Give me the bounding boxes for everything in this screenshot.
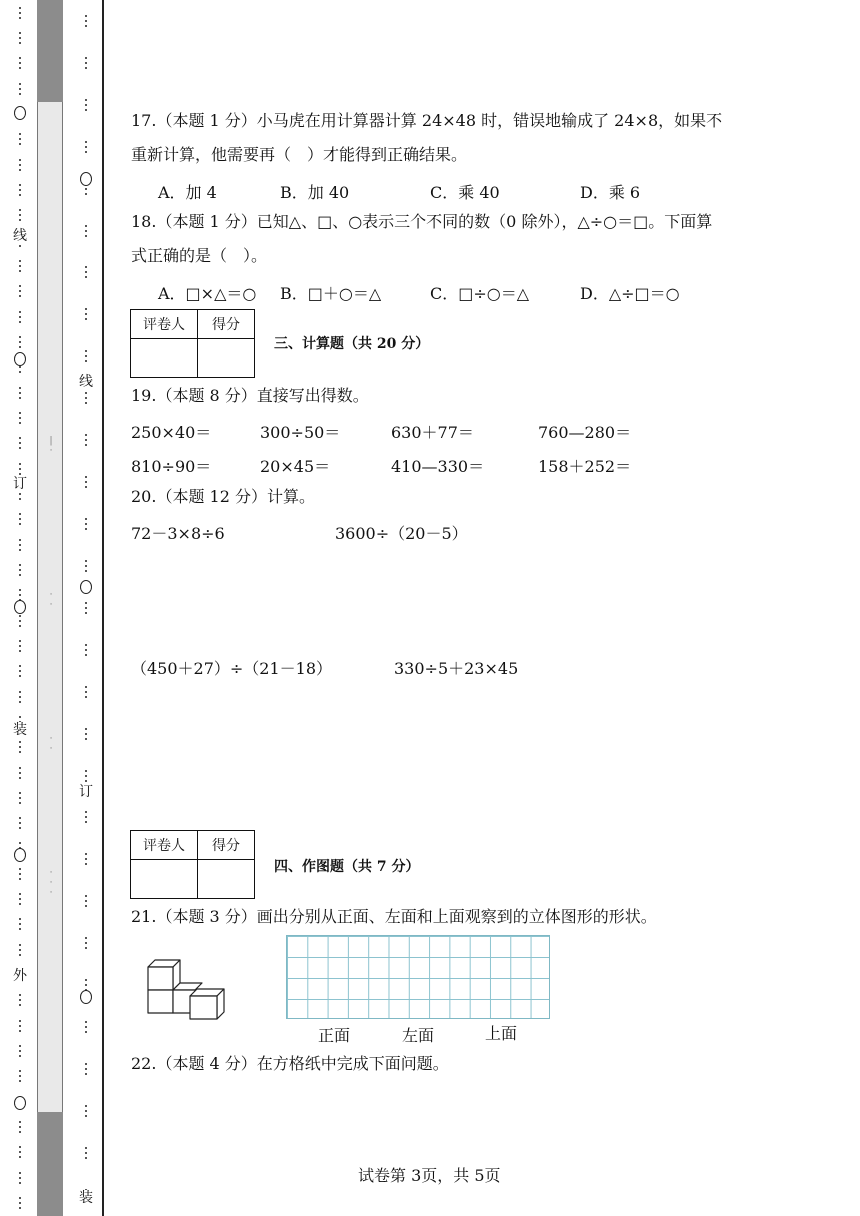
dot-group bbox=[19, 665, 21, 677]
dot-group bbox=[85, 728, 87, 740]
dot-group bbox=[19, 159, 21, 171]
q20-expr: （450＋27）÷（21－18） bbox=[131, 659, 333, 678]
q18-option-d: D．△÷□＝○ bbox=[580, 284, 680, 303]
dot-group bbox=[19, 83, 21, 95]
dot-group bbox=[19, 944, 21, 956]
outer-label-xian: 线 bbox=[10, 228, 30, 244]
dot-group bbox=[19, 412, 21, 424]
outer-label-ding: 订 bbox=[10, 476, 30, 492]
dot-group bbox=[85, 602, 87, 614]
outer-hole-circle bbox=[14, 106, 26, 120]
q18-line1: 18.（本题 1 分）已知△、□、○表示三个不同的数（0 除外），△÷○＝□。下面算 bbox=[131, 212, 713, 231]
dot-group bbox=[19, 209, 21, 221]
dot-group bbox=[19, 57, 21, 69]
dot-group bbox=[85, 141, 87, 153]
grid-label-left: 左面 bbox=[402, 1026, 435, 1045]
q20-expr: 330÷5＋23×45 bbox=[394, 659, 519, 678]
score-table-section3 bbox=[130, 309, 255, 378]
q18-option-c: C．□÷○＝△ bbox=[430, 284, 530, 303]
q19-item: 20×45＝ bbox=[260, 457, 331, 476]
dot-group bbox=[19, 1070, 21, 1082]
dot-group bbox=[19, 463, 21, 475]
q19-stem: 19.（本题 8 分）直接写出得数。 bbox=[131, 386, 369, 405]
grader-cell[interactable] bbox=[131, 339, 198, 378]
q17-option-d: D．乘 6 bbox=[580, 183, 641, 202]
q18-option-b: B．□＋○＝△ bbox=[280, 284, 382, 303]
grid-label-top: 上面 bbox=[485, 1024, 518, 1043]
q19-item: 810÷90＝ bbox=[131, 457, 212, 476]
cube-solid-figure bbox=[140, 956, 236, 1020]
q18-line2: 式正确的是（ ）。 bbox=[131, 246, 268, 265]
dot-group bbox=[19, 1121, 21, 1133]
dot-group bbox=[19, 691, 21, 703]
dot-group bbox=[19, 741, 21, 753]
dot-group bbox=[85, 99, 87, 111]
dot-group bbox=[19, 387, 21, 399]
q17-option-c: C．乘 40 bbox=[430, 183, 500, 202]
score-cell[interactable] bbox=[198, 860, 255, 899]
dot-group bbox=[85, 350, 87, 362]
q19-item: 158＋252＝ bbox=[538, 457, 632, 476]
dot-group bbox=[85, 266, 87, 278]
page-footer: 试卷第 3页，共 5页 bbox=[358, 1166, 501, 1185]
score-table-section4 bbox=[130, 830, 255, 899]
dot-group bbox=[85, 225, 87, 237]
dot-group bbox=[19, 817, 21, 829]
dot-group bbox=[19, 640, 21, 652]
dot-group bbox=[85, 434, 87, 446]
section4-title: 四、作图题（共 7 分） bbox=[274, 859, 420, 875]
dot-group bbox=[19, 792, 21, 804]
binding-border-line bbox=[102, 0, 104, 1216]
outer-hole-circle bbox=[14, 1096, 26, 1110]
score-header: 得分 bbox=[198, 831, 255, 860]
grid-label-front: 正面 bbox=[318, 1026, 351, 1045]
dot-group bbox=[19, 564, 21, 576]
inner-hole-circle bbox=[80, 172, 92, 186]
dot-group bbox=[85, 686, 87, 698]
dot-group bbox=[85, 895, 87, 907]
dot-group bbox=[19, 32, 21, 44]
dot-group bbox=[85, 560, 87, 572]
q17-option-b: B．加 40 bbox=[280, 183, 350, 202]
q19-item: 760—280＝ bbox=[538, 423, 632, 442]
dot-group bbox=[85, 1105, 87, 1117]
dot-group bbox=[85, 1063, 87, 1075]
drawing-grid[interactable] bbox=[286, 935, 550, 1019]
dot-group bbox=[85, 644, 87, 656]
dot-group bbox=[85, 57, 87, 69]
dot-group bbox=[19, 918, 21, 930]
outer-hole-circle bbox=[14, 848, 26, 862]
faint-mark: | · bbox=[49, 436, 53, 456]
dot-group bbox=[85, 853, 87, 865]
dot-group bbox=[19, 615, 21, 627]
binding-dark-top bbox=[37, 0, 63, 102]
q19-item: 410—330＝ bbox=[391, 457, 485, 476]
q17-line2: 重新计算，他需要再（ ）才能得到正确结果。 bbox=[131, 145, 468, 164]
faint-mark: · · bbox=[49, 590, 53, 610]
dot-group bbox=[85, 476, 87, 488]
dot-group bbox=[19, 1146, 21, 1158]
dot-group bbox=[85, 770, 87, 782]
q21-stem: 21.（本题 3 分）画出分别从正面、左面和上面观察到的立体图形的形状。 bbox=[131, 907, 657, 926]
inner-label-ding: 订 bbox=[76, 784, 96, 800]
dot-group bbox=[19, 994, 21, 1006]
faint-mark: · · bbox=[49, 734, 53, 754]
dot-group bbox=[85, 811, 87, 823]
inner-hole-circle bbox=[80, 580, 92, 594]
dot-group bbox=[19, 7, 21, 19]
outer-label-zhuang: 装 bbox=[10, 722, 30, 738]
q19-item: 630＋77＝ bbox=[391, 423, 474, 442]
dot-group bbox=[19, 437, 21, 449]
inner-label-xian: 线 bbox=[76, 374, 96, 390]
dot-group bbox=[85, 1021, 87, 1033]
q20-expr: 72－3×8÷6 bbox=[131, 524, 225, 543]
grader-header: 评卷人 bbox=[131, 310, 198, 339]
dot-group bbox=[19, 767, 21, 779]
dot-group bbox=[85, 308, 87, 320]
q18-option-a: A．□×△＝○ bbox=[158, 284, 257, 303]
dot-group bbox=[85, 15, 87, 27]
dot-group bbox=[85, 1147, 87, 1159]
binding-dark-bottom bbox=[37, 1112, 63, 1216]
grader-cell[interactable] bbox=[131, 860, 198, 899]
dot-group bbox=[19, 336, 21, 348]
inner-hole-circle bbox=[80, 990, 92, 1004]
dot-group bbox=[19, 285, 21, 297]
dot-group bbox=[19, 260, 21, 272]
grader-header: 评卷人 bbox=[131, 831, 198, 860]
section3-title: 三、计算题（共 20 分） bbox=[274, 336, 430, 352]
dot-group bbox=[19, 868, 21, 880]
inner-label-zhuang: 装 bbox=[76, 1190, 96, 1206]
dot-group bbox=[19, 1172, 21, 1184]
dot-group bbox=[19, 1045, 21, 1057]
dot-group bbox=[19, 311, 21, 323]
q17-line1: 17.（本题 1 分）小马虎在用计算器计算 24×48 时，错误地输成了 24×8，如果不 bbox=[131, 111, 723, 130]
dot-group bbox=[19, 1020, 21, 1032]
dot-group bbox=[19, 184, 21, 196]
outer-hole-circle bbox=[14, 352, 26, 366]
dot-group bbox=[85, 518, 87, 530]
q19-item: 300÷50＝ bbox=[260, 423, 341, 442]
dot-group bbox=[19, 133, 21, 145]
q17-option-a: A．加 4 bbox=[158, 183, 217, 202]
q20-expr: 3600÷（20－5） bbox=[335, 524, 468, 543]
dot-group bbox=[19, 513, 21, 525]
dot-group bbox=[19, 539, 21, 551]
score-cell[interactable] bbox=[198, 339, 255, 378]
dot-group bbox=[19, 1197, 21, 1209]
faint-mark: · · · bbox=[49, 868, 53, 898]
score-header: 得分 bbox=[198, 310, 255, 339]
dot-group bbox=[85, 937, 87, 949]
dot-group bbox=[19, 893, 21, 905]
outer-hole-circle bbox=[14, 600, 26, 614]
q19-item: 250×40＝ bbox=[131, 423, 212, 442]
q22-stem: 22.（本题 4 分）在方格纸中完成下面问题。 bbox=[131, 1054, 449, 1073]
outer-label-wai: 外 bbox=[10, 968, 30, 984]
dot-group bbox=[85, 392, 87, 404]
q20-stem: 20.（本题 12 分）计算。 bbox=[131, 487, 315, 506]
